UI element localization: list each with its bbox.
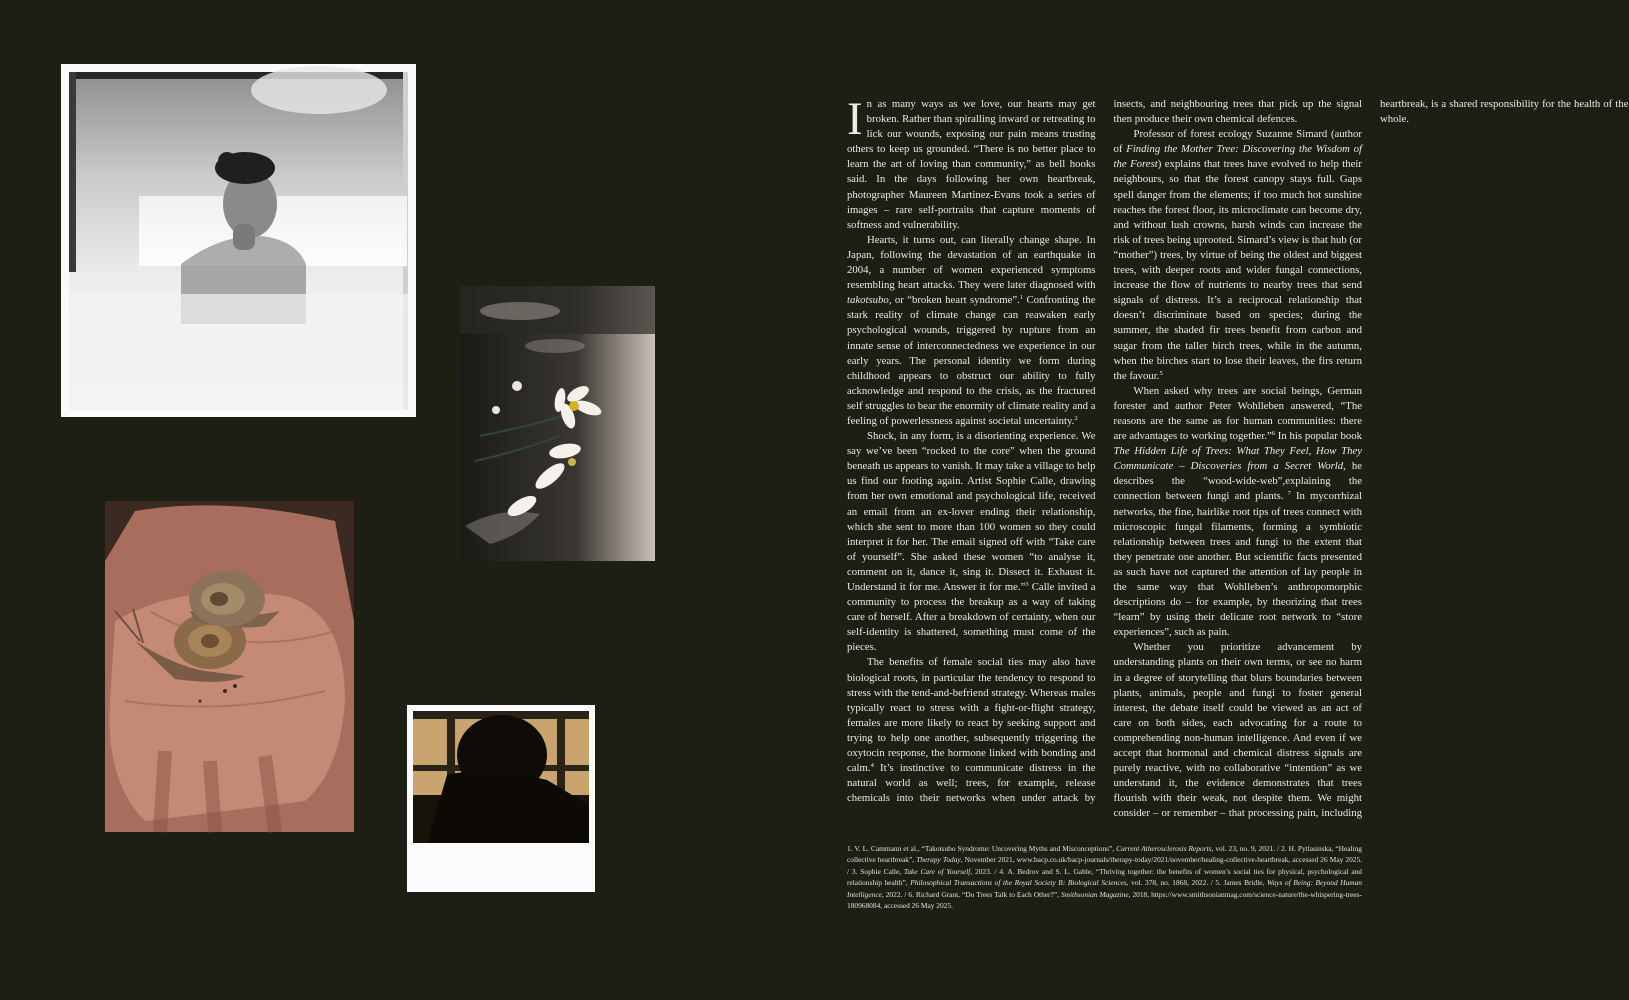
- italic-text: Current Atherosclerosis Reports: [1116, 844, 1212, 853]
- text-run: The benefits of female social ties may also have biological roots, in particular the tendency to respond to stress with the tend-and-befriend strategy. Whereas males typically react to stress with a fight-or-flight strategy, females are more likely to react by seeking support and trying to help one another, subsequently triggering the oxytocin response, the hormone linked with bonding and calm.: [847, 656, 1096, 775]
- italic-text: Smithsonian Magazine: [1060, 889, 1129, 899]
- text-run: , November 2021, www.bacp.co.uk/bacp-journals/therapy-today/2021/november/healing-collective-heartbreak, accessed 26 May 2025. / 3. Sophie Calle,: [847, 855, 1362, 876]
- text-run: , vol. 23, no. 9, 2021. / 2. H. Pytlasinska, “Healing collective heartbreak”,: [847, 844, 1363, 865]
- article-paragraph: [1114, 127, 1363, 384]
- text-run: , vol. 378, no. 1868, 2022. / 5. James Bridle,: [1126, 878, 1267, 888]
- text-run: Whether you prioritize advancement by understanding plants on their own terms, or see no harm in a degree of storytelling that blurs boundaries between plants, animals, people and fungi to foster general interest, the debate itself could be viewed as an act of care on both sides, each advocating for a route to comprehending non-human intelligence. And even if we accept that hormonal and chemical distress signals are purely reactive, with no collaborative “intention” as we understand it, the evidence demonstrates that trees flourish with their weak, not despite them. We might consider – or remember – that processing pain, including heartbreak, is a shared responsibility for the health of the whole.: [1113, 98, 1629, 820]
- text-run: Shock, in any form, is a disorienting experience. We say we’ve been “rocked to the core” when the ground beneath us appears to vanish. It may take a village to help us find our footing again. Artist Sophie Calle, drawing from her own emotional and psychological life, received an email from an ex-lover ending their relationship, which she sent to more than 100 women so they could interpret it for her. The email signed off with “Take care of yourself”. She asked these women “to analyse it, comment on it, dance it, sing it. Dissect it. Exhaust it. Understand it for me. Answer it for me.”: [847, 430, 1096, 593]
- footnote-ref: 1: [1019, 294, 1024, 302]
- footnote-ref: 6: [1271, 430, 1276, 438]
- text-run: When asked why trees are social beings, German forester and author Peter Wohlleben answered, “The reasons are the same as for human communities: there are advantages to working together.”: [1113, 384, 1362, 443]
- article-body: [847, 93, 1629, 825]
- article-paragraph: [847, 93, 1096, 233]
- text-run: In his popular book: [1275, 430, 1362, 443]
- italic-text: takotsubo: [847, 294, 889, 307]
- footnote-ref: 7: [1283, 490, 1291, 498]
- footnote-ref: 3: [1025, 581, 1029, 588]
- text-run: Calle invited a community to process the breakup as a way of taking care of herself. After a breakdown of certainty, when our self-identity is shattered, something must come of the pieces.: [847, 581, 1096, 654]
- italic-text: Philosophical Transactions of the Royal Society B: Biological Sciences: [910, 878, 1127, 888]
- text-run: Confronting the stark reality of climate change can reawaken early psychological wounds, triggered by rupture from an innate sense of interconnectedness we experience in our early years. The personal identity we form during childhood appears to obstruct our ability to fully acknowledge and respond to the crisis, as the fractured self struggles to bear the enormity of climate reality and a feeling of powerlessness against societal uncertainty.: [847, 294, 1096, 427]
- italic-text: Therapy Today: [916, 855, 961, 865]
- text-run: , 2022. / 6. Richard Grant, “Do Trees Talk to Each Other?”,: [881, 889, 1061, 899]
- footnotes: [847, 843, 1362, 911]
- text-run: ) explains that trees have evolved to help their neighbours, so that the forest canopy stays full. Gaps spell danger from the elements; if too much hot sunshine reaches the forest floor, its microclimate can become dry, and without lush crowns, harsh winds can increase the risk of trees being uprooted. Simard’s view is that hub (or “mother”) trees, by virtue of being the oldest and biggest trees, with deeper roots and wider fungal connections, increase the flow of nutrients to nearby trees that send signals of distress. It’s a reciprocal relationship that doesn’t discriminate based on species; during the summer, the shaded fir trees benefit from carbon and sugar from the taller birch trees, while in the autumn, when the birches start to lose their leaves, the firs return the favour.: [1113, 158, 1362, 382]
- italic-text: Ways of Being: Beyond Human Intelligence: [847, 878, 1363, 899]
- photo-silhouette-by-window: [407, 705, 595, 892]
- footnote-ref: 2: [1074, 414, 1078, 422]
- text-run: , or “broken heart syndrome”.: [888, 294, 1020, 307]
- italic-text: Finding the Mother Tree: Discovering the Wisdom of the Forest: [1113, 143, 1362, 171]
- footnote-ref: 4: [870, 762, 874, 770]
- footnote-ref: 5: [1159, 369, 1163, 377]
- photo-white-flowers: [460, 286, 655, 561]
- text-run: , he describes the “wood-wide-web”,explaining the connection between fungi and plants.: [1113, 460, 1363, 503]
- drop-cap: I: [847, 93, 863, 145]
- text-run: In mycorrhizal networks, the fine, hairlike root tips of trees connect with microscopic fungal filaments, forming a symbiotic relationship between trees and fungi to the extent that they penetrate one another. But scientific facts presented as such have not captured the attention of lay people in the same way that Wohlleben’s anthropomorphic descriptions do – for example, by theorizing that trees “learn” by using their delicate root network to “store experiences”, such as pain.: [1113, 490, 1362, 639]
- footnotes-text: [847, 843, 1362, 911]
- italic-text: The Hidden Life of Trees: What They Feel, How They Communicate – Discoveries from a Secret World: [1113, 445, 1362, 473]
- italic-text: Take Care of Yourself: [903, 866, 971, 876]
- article-paragraph: [1114, 384, 1363, 641]
- article-paragraph: [847, 429, 1096, 655]
- text-run: Hearts, it turns out, can literally change shape. In Japan, following the devastation of an earthquake in 2004, a number of women experienced symptoms resembling heart attacks. They were later diagnosed with: [847, 233, 1096, 292]
- text-run: Professor of forest ecology Suzanne Simard (author of: [1113, 128, 1362, 156]
- text-run: , 2018, https://www.smithsonianmag.com/science-nature/the-whispering-trees-180968084, accessed 26 May 2025.: [847, 889, 1363, 911]
- photo-self-portrait: [61, 64, 416, 417]
- text-run: It’s instinctive to communicate distress in the natural world as well; trees, for example, release chemicals into their networks when under attack by insects, and neighbouring trees that pick up the signal then produce their own chemical defences.: [847, 98, 1362, 805]
- photo-snails-on-hand: [105, 501, 354, 832]
- article-paragraph: [847, 233, 1096, 429]
- text-run: , 2023. / 4. A. Bedrov and S. L. Gable, “Thriving together: the benefits of women’s social ties for physical, psychological and relationship health”,: [847, 866, 1362, 888]
- text-run: 1. V. L. Cammann et al., “Takotsubo Syndrome: Uncovering Myths and Misconceptions”,: [847, 844, 1117, 853]
- text-run: n as many ways as we love, our hearts may get broken. Rather than spiralling inward or retreating to lick our wounds, exposing our pain means trusting others to keep us grounded. “There is no better place to learn the art of loving than community,” as bell hooks said. In the days following her own heartbreak, photographer Maureen Martinez-Evans took a series of images – rare self-portraits that capture moments of softness and vulnerability.: [847, 98, 1096, 231]
